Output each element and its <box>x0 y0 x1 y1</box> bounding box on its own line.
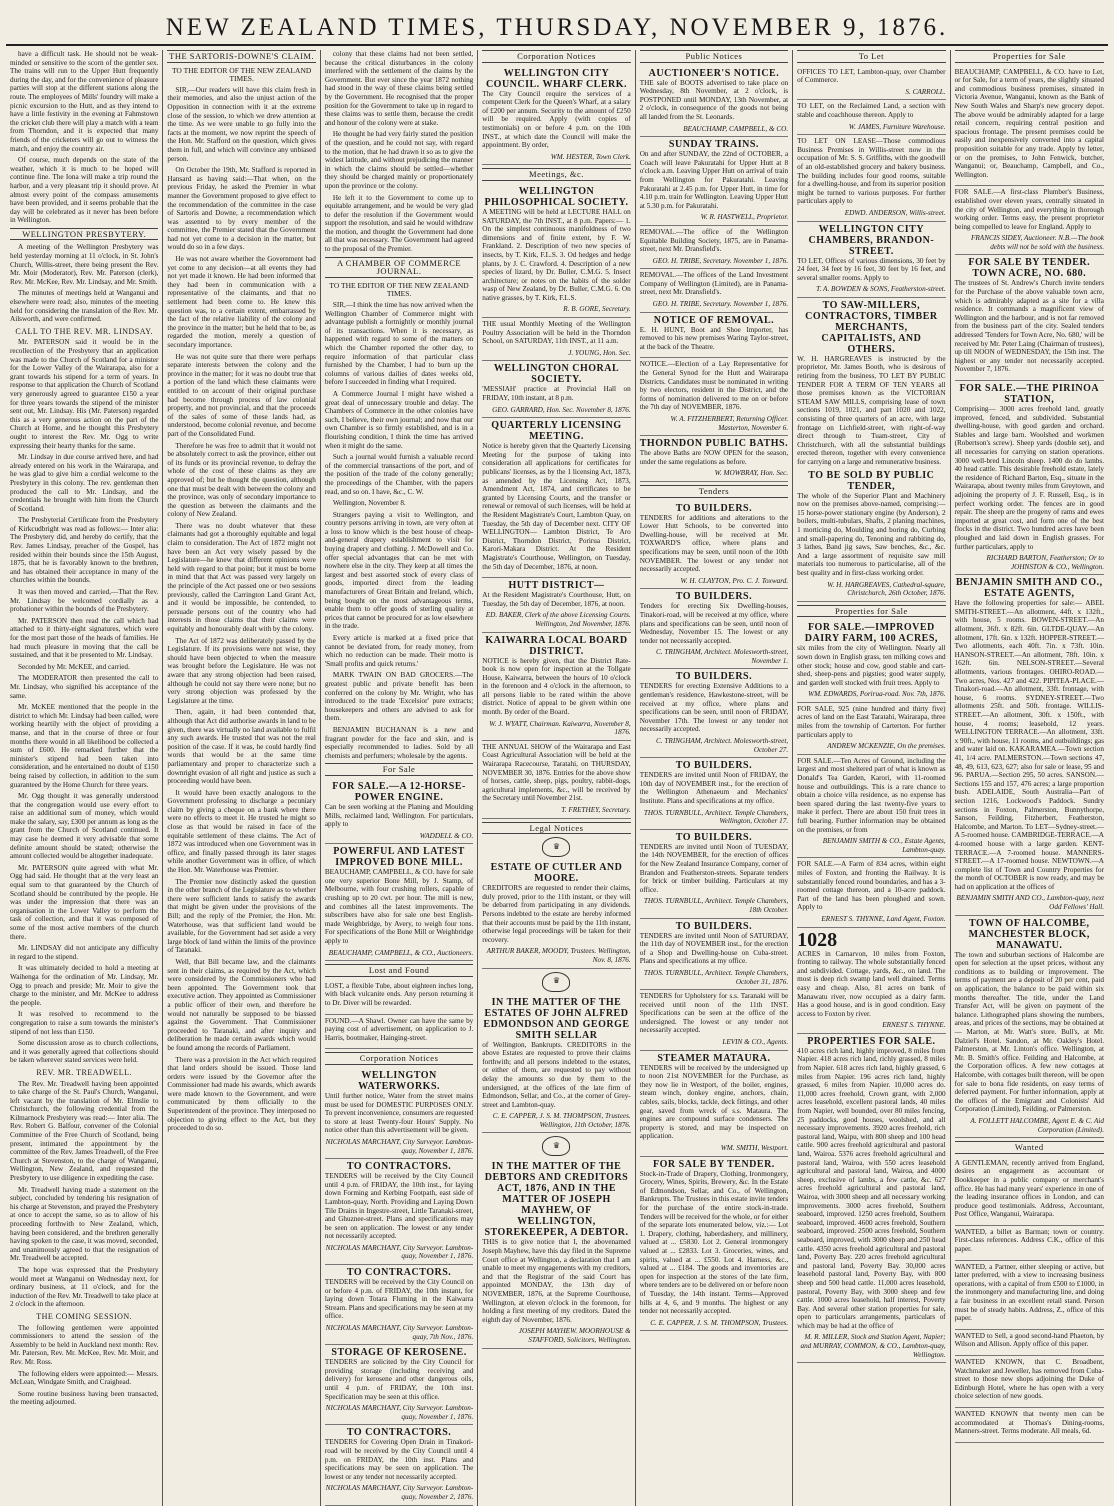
article-paragraph: Seconded by Mr. McKEE, and carried. <box>18 662 130 671</box>
column-3 <box>321 50 478 1506</box>
section-header: Wanted <box>955 1141 1104 1154</box>
subheading: TO THE EDITOR OF THE NEW ZEALAND TIMES. <box>329 280 469 299</box>
ad-signature: BENJAMIN SMITH AND CO., Lambton-quay, next Odd Fellows' Hall. <box>956 894 1104 912</box>
ad-signature: ARTHUR BAKER, MOODY, Trustees. Wellington, Nov. 8, 1876. <box>486 947 631 964</box>
ad-text: THE sale of BOOTS advertised to take place on Wednesday, 8th November, at 2 o'clock, is POSTPONED until MONDAY, 13th November, at 2 o'clock, in consequence of the goods not being all landed from the St. Leonards. <box>639 78 789 121</box>
article-paragraph: The Presbyterial Certificate from the Presbytery of Kirkcudbright was read as follows:— Inter alia: The Presbytery did, and hereby do certify, that the Rev. James Lindsay, preacher of the Gospel, has resided within their bounds since the 15th August, 1875, that he is favorably known to the brethren, and has obtained their acceptance in many of the churches within the bounds. <box>10 516 159 585</box>
ad-heading: TO SAW-MILLERS, CONTRACTORS, TIMBER MERCHANTS, CAPITALISTS, AND OTHERS. <box>805 299 938 355</box>
advertisement <box>640 589 788 669</box>
ad-heading: STEAMER MATAURA. <box>657 1052 771 1064</box>
article-paragraph: There was no doubt whatever that these claimants had got a thoroughly equitable and legal claim to consideration. The Act of 1872 might not have been an Act very wisely passed by the Legislature—he knew that different opinions were held with regard to that point; but it must be borne in mind that that Act was passed very largely on the principle of the Act passed one or two sessions previously, called the Carrington Land Grant Act, and it would be impossible, he contended, to persuade persons out of the country who had interests in those claims that their claims were equitably and honourably dealt with by the colony. <box>167 521 316 633</box>
section-header: Public Notices <box>640 50 788 63</box>
ad-text: A MEETING will be held at LECTURE HALL on SATURDAY, the 7th INST., at 8 p.m. Papers:— 1. On the simplest continuous manifoldness of two dimensions and of finite extent, by F. W. Frankland. 2. Description of two new species of insects, by T. Kirk, F.L.S. 3. Od hedges and hedge plants, by J. C. Crawford. 4. Description of a new species of lizard, by Dr. Buller, C.M.G. 5. Insect architecture; or notes on the habits of the solder wasp of New Zealand, by Dr. Buller, C.M.G. 6. On native grasses, by T. Kirk, F.L.S. <box>482 207 631 302</box>
article-paragraph: A meeting of the Wellington Presbytery was held yesterday morning at 11 o'clock, in St. John's Church, Willis-street, there being present the Rev. Mr. Moir (Moderator), Rev. Mr. Paterson (clerk), Rev. Mr. McKee, Rev. Mr. Lindsay, and Mr. Smith. <box>10 243 159 286</box>
advertisement <box>640 501 788 590</box>
ad-text: The town and suburban sections of Halcombe are open for selection at the upset prices, without any conditions as to building or improvement. The terms of payment are a deposit of 20 per cent, paid on application, the balance to be paid within six months thereafter. The title, under the Land Transfer Act, will be given on payment of the balance. Lithographed plans showing the numbers, areas, and prices of the sections, may be obtained at— Marton, at Mr. Watt's store. Bull's, at Mr. Dalziel's Hotel. Sandon, at Mr. Oakley's Hotel. Palmerston, at Mr. Linton's office. Wellington, at Mr. B. Smith's office. Feilding and Halcombe, at the Corporation offices. A few new cottages at Halcombe, with cottages built thereon, will be open for sale to bona fide residents, on easy terms of deferred payment. For further information, apply at the offices of the Emigrant and Colonists' Aid Corporation (Limited), Feilding, or Palmerston. <box>954 950 1104 1114</box>
article-paragraph: Then, again, it had been contended that, although that Act did authorise awards in land to be given, there was virtually no land available to fulfil any such awards. He trusted that was not the real position of the case. If it was, he could hardly find words that would be at the same time parliamentary and proper to characterize such a downright evasion of all right and justice as such a proceeding would have been. <box>167 708 316 786</box>
ad-text: TENDERS are solicited by the City Council for providing storage (including receiving and delivery) for kerosene and other dangerous oils, until 4 p.m. of FRIDAY, the 10th inst. Specification may be seen at this office. <box>324 1358 474 1401</box>
ad-heading: TO BUILDERS. <box>675 760 753 772</box>
ad-signature: ERNEST S. THYNNE, Land Agent, Foxton. <box>821 914 946 923</box>
advertisement <box>955 255 1104 381</box>
ad-signature: THOS. TURNBULL, Architect. Temple Chambers, 18th October. <box>643 897 789 914</box>
ad-heading: IN THE MATTER OF THE DEBTORS AND CREDITORS ACT, 1876, AND IN THE MATTER OF JOSEPH MAYHEW, OF WELLINGTON, STOREKEEPER, A DEBTOR. <box>484 1161 629 1239</box>
ad-heading: FOR SALE BY TENDER. <box>653 1158 775 1170</box>
article-paragraph: It was resolved to recommend to the congregation to raise a sum towards the minister's stipend of not less than £150. <box>10 1010 159 1036</box>
article-paragraph: SIR,—Our readers will have this claim fresh in their memories, and also the unjust action of the Opposition in connection with it at the extreme close of the session, to which we drew attention at the time. As we were unable to go fully into the facts at the moment, we now reprint the speech of the Hon. Mr. Stafford on the question, which gives them in full, and which will convince any unbiased person. <box>167 85 316 163</box>
ad-text: REMOVAL.—The offices of the Land Investment Company of Wellington (Limited), are in Panama-street, next Mr. Dransfield's. <box>639 271 789 297</box>
ad-text: BEAUCHAMP, CAMPBELL, & CO. have to Let, or for Sale, for a term of years, the slightly situated and commodious business premises, situated in Victoria Avenue, Wanganui, known as the Bank of New South Wales and Sharp's new grocery depot. The above would be admirably adapted for a large retail concern, requiring central position and spacious frontage. The present premises could be easily and inexpensively converted into a capital proposition suitable for any trade. Apply by letter, or on the premises, to John Fenwick, butcher, Wanganui; or, Beauchamp, Campbell, and Co., Wellington. <box>954 67 1104 179</box>
ad-signature: J. YOUNG, Hon. Sec. <box>568 348 631 357</box>
ad-text: TENDERS will be received by the City Council until 4 p.m. of FRIDAY, the 10th inst., for laying down Forming and Kerbing Footpath, east side of Lambton-quay, North. Providing and Laying Down Tile Drains in Ingestre-street, Little Taranaki-street, and Ghuznee-street. Plans and specifications may be seen on application. The lowest or any tender not necessarily accepted. <box>324 1172 474 1241</box>
section-header: A CHAMBER OF COMMERCE JOURNAL. <box>325 257 473 278</box>
ad-signature: GEO. H. TRIBE, Secretary. November 1, 1876. <box>652 256 789 265</box>
ad-text: of Wellington, Bankrupts. CREDITORS in the above Estates are requested to prove their claims forthwith; and all persons indebted to the estates, or either of them, are requested to pay without delay the amounts so due by them to the undersigned, at the offices of the late firm of Edmondson, Sellar, and Co., at the corner of Grey-street and Lambton-quay. <box>482 1040 631 1109</box>
ad-signature: WM. HESTER, Town Clerk. <box>550 152 631 161</box>
advertisement <box>797 135 945 221</box>
ad-text: TO LET, Offices of various dimensions, 30 feet by 24 feet, 34 feet by 16 feet, 30 feet by 16 feet, and several smaller rooms. Apply to <box>797 256 946 282</box>
ad-heading: FOR SALE.—IMPROVED DAIRY FARM, 100 ACRES, <box>804 622 938 645</box>
ad-signature: S. CARROLL. <box>905 87 946 96</box>
advertisement <box>797 66 945 101</box>
ad-text: Notice is hereby given that the Quarterly Licensing Meeting for the purpose of taking into consideration all applications for certificates for publicans' licenses, as by the 1 licensing Act, 1873, as amended by the Licensing Act, 1873, Amendment Act, 1874, and certificates to be granted by Licensing Courts, and the transfer or renewal or removal of such licenses, will be held at the Resident Magistrate's Court, Lambton Quay, on Tuesday, the 5th day of December next. CITY OF WELLINGTON— Lambton District, Te Aro District, Thorndon District, Porirua District, Karori-Makara District. At the Resident Magistrate's Courthouse, Wellington, on Tuesday, the 5th day of December, 1876, at noon. <box>482 442 631 571</box>
article-paragraph: It was then moved and carried,—That the Rev. Mr. Lindsay be welcomed cordially as a probationer within the bounds of the Presbytery. <box>10 588 159 614</box>
ad-heading: TO BUILDERS. <box>675 831 753 843</box>
ad-text: The above Baths are NOW OPEN for the season, under the same regulations as before. <box>639 449 789 466</box>
advertisement <box>482 995 630 1134</box>
advertisement <box>955 916 1104 1138</box>
advertisement <box>640 66 788 138</box>
article-paragraph: The minutes of meetings held at Wanganui and elsewhere were read; also, minutes of the meeting held for considering the translation of the Rev. Mr. Ailsworth, and were confirmed. <box>10 289 159 324</box>
advertisement <box>640 758 788 830</box>
advertisement <box>482 1159 630 1348</box>
ad-text: THIS is to give notice that I, the abovenamed Joseph Mayhew, have this day filed in the Supreme Court office at Wellington, a declaration that I am unable to meet my engagements with my creditors, and that the Registrar of the said Court has appointed MONDAY, the 13th day of NOVEMBER, 1876, at the Supreme Courthouse, Wellington, at eleven o'clock in the forenoon, for holding a first meeting of my creditors. Dated the eighth day of November, 1876. <box>482 1238 631 1324</box>
ad-heading: PROPERTIES FOR SALE. <box>807 1035 936 1047</box>
advertisement <box>325 1345 473 1425</box>
ad-heading: WELLINGTON WATERWORKS. <box>358 1069 441 1092</box>
ad-heading: BENJAMIN SMITH AND CO., ESTATE AGENTS, <box>955 577 1103 600</box>
ad-heading: TO BUILDERS. <box>675 502 753 514</box>
ad-heading: TO CONTRACTORS. <box>346 1161 452 1173</box>
ad-signature: ANDREW MCKENZIE, On the premises. <box>827 742 946 751</box>
article-paragraph: A Commerce Journal I might have wished a great deal of unnecessary trouble and delay. The Chambers of Commerce in the other colonies have such, I believe, their own journal; and now that our own Chamber is so firmly established, and is in a flourishing condition, I think the time has arrived when it might do the same. <box>324 389 474 450</box>
ad-signature: R. B. GORE, Secretary. <box>563 305 631 314</box>
article-paragraph: Mr. McKEE mentioned that the people in the district to which Mr. Lindsay had been called, were working heartily with the object of providing a manse, and that in the course of three or four months there would in all likelihood be collected a sum of £600. He remarked further that the minister's stipend had been taken into consideration, and he entertained no doubt of £150 being raised by collection, in addition to the sum guaranteed by the Home Church for three years. <box>10 703 159 789</box>
ad-text: TO LET ON LEASE—Those commodious Business Premises in Willis-street now in the occupation of Mr. S. S. Griffiths, with the goodwill of an old-established grocery and bakery business. The building includes four good rooms, suitable for a dwelling-house, and from its superior position might be turned to various purposes. For further particulars apply to <box>797 137 946 206</box>
ad-text: FOR SALE, 925 (nine hundred and thirty five) acres of land on the East Taratahi, Wairarapa, three miles from the township of Carterton. For further particulars apply to <box>797 704 946 739</box>
article-paragraph: It would have been exactly analogous to the Government professing to discharge a pecuniary claim by giving a cheque on a bank where there were no effects to meet it. He trusted he might so close as that would be raised in face of the equitable settlement of these claims. The Act of 1872 was introduced when one Government was in office, and finally passed through its later stages while another Government was in office, of which the Hon. Mr. Waterhouse was Premier. <box>167 788 316 875</box>
ad-heading: WELLINGTON PHILOSOPHICAL SOCIETY. <box>484 185 629 208</box>
advertisement <box>955 1356 1104 1408</box>
ad-text: At the Resident Magistrate's Courthouse, Hutt, on Tuesday, the 5th day of December, 1876, at noon. <box>482 591 631 608</box>
ad-text: OFFICES TO LET, Lambton-quay, over Chamber of Commerce. <box>797 67 946 85</box>
advertisement <box>640 137 788 226</box>
article-paragraph: On October the 19th, Mr. Stafford is reported in Hansard as having said:—That when, on the previous Friday, he asked the Premier in what manner the Government proposed to give effect to the recommendation of the committee in the case of Sartoris and Downe, a recommendation which was assented to by every member of the committee, the Premier stated that the Government had not yet come to a decision in the matter, but would do so in a few days. <box>167 166 316 252</box>
ad-text: NOTICE is hereby given, that the District Rate-book is now open for inspection at the Tollgate House, Kaiwarra, between the hours of 10 o'clock in the forenoon and 4 o'clock in the afternoon, to all persons liable to be rated within the above district. Notice of appeal to be given within one month. By order of the Board. <box>482 656 631 717</box>
advertisement <box>640 436 788 482</box>
ad-heading: TO CONTRACTORS. <box>346 1267 452 1279</box>
article-paragraph: He was not quite sure that there were perhaps separate interests between the colony and the province in the matter; for it was no doubt true that a portion of the land which these claimants were entitled to on account of their original purchase had become through process of law colonial property, and not provincial, and that the proceeds of the sales of some of these lands had, as understood, become colonial revenue, and become part of the Consolidated Fund. <box>167 352 316 438</box>
ad-text: FOR SALE.—Ten Acres of Ground, including the largest and most sheltered part of what is known as Donald's Tea Garden, Karori, with 11-roomed house and outbuildings. This is a rare chance to obtain a choice villa residence, as no expense has been spared during the last twenty-five years to make it perfect. There are about 150 fruit trees in full bearing. Further information may be obtained on the premises, or from <box>797 756 946 834</box>
ad-signature: T. A. BOWDEN & SONS, Featherston-street. <box>816 285 946 294</box>
advertisement <box>640 1051 788 1157</box>
ad-signature: ERNEST S. THYNNE. <box>882 1021 946 1030</box>
ad-text: LOST, a flexible Tube, about eighteen inches long, with black vulcanite ends. Any person returning it to Dr. Diver will be rewarded. <box>324 981 474 1007</box>
article-paragraph: The hope was expressed that the Presbytery would meet at Wanganui on Wednesday next, for ordinary business, at 11 o'clock, and for the induction of the Rev. Mr. Treadwell to take place at 2 o'clock in the afternoon. <box>10 1265 159 1309</box>
advertisement <box>325 1425 473 1505</box>
ad-text: E. H. HUNT, Boot and Shoe Importer, has removed to his new premises Waring Taylor-street, at the back of the Theatre. <box>639 325 789 351</box>
article-paragraph: Mr. PATERSON then read the call which had attached to it thirty-eight signatures, which were for the most part those of the heads of families. He had much pleasure in moving that the call be sustained, and that it be presented to Mr. Lindsay. <box>10 616 159 660</box>
newspaper-title: NEW ZEALAND TIMES, THURSDAY, NOVEMBER 9, 1876. <box>165 14 949 41</box>
ad-text: THE usual Monthly Meeting of the Wellington Poultry Association will be held in the Thorndon School, on SATURDAY, 11th INST., at 11 a.m. <box>482 320 631 346</box>
ad-signature: BEAUCHAMP, CAMPBELL, & CO. <box>683 124 789 133</box>
advertisement <box>797 222 945 298</box>
ad-text: TENDERS for Covering Open Drain in Tinakori-road will be received by the City Council until 4 p.m. on FRIDAY, the 10th inst. Plans and specifications may be seen on application. The lowest or any tender not necessarily accepted. <box>324 1438 474 1481</box>
ad-text: TENDERS are invited until Noon of FRIDAY, the 10th day of NOVEMBER inst., for the erection of the Wellington Athenaeum and Mechanics' Institute. Plans and specifications at my office. <box>639 771 789 805</box>
ad-text: WANTED KNOWN that twenty men can be accommodated at Thomas's Dining-rooms, Manners-street. Terms moderate. All meals, 6d. <box>954 1409 1104 1436</box>
section-header: To Let <box>797 50 945 63</box>
column-1 <box>6 50 163 1506</box>
article-paragraph: He left it to the Government to come up to equitable arrangement, and he would be very glad to defer the resolution if the Government would support the resolution, and said he would withdraw the motion, and thought the Government had done all that was necessary. The Government had agreed to the proposal of the Premier. <box>324 193 474 254</box>
ad-heading: STORAGE OF KEROSENE. <box>331 1347 467 1359</box>
article-paragraph: Mr. Treadwell having made a statement on the subject, concluded by tendering his resignation of his charge at Stevenston, and prayed the Presbytery at once to accept the same, so as to allow of his proceeding forthwith to New Zealand, which, having been considered, and the brethren generally having spoken to the case, it was moved, seconded, and unanimously agreed to that the resignation of Mr. Treadwell be accepted. <box>10 1185 159 1263</box>
advertisement <box>797 858 945 927</box>
advertisement <box>955 186 1104 255</box>
ad-signature: GEO. H. TRIBE, Secretary. November 1, 1876. <box>652 300 789 309</box>
ad-text: ACRES in Carnarvon, 10 miles from Foxton, fronting to railway. The whole substantially fenced and subdivided. Cottage, yards, &c., on land. The most is deep rich swamp land well drained. Terms easy and cheap. Also, 81 acres on bank of Manawatu river, now occupied as a dairy farm. Has a good house, and is in good condition. Easy access to Foxton by river. <box>797 949 946 1018</box>
advertisement <box>797 703 945 755</box>
advertisement <box>955 575 1104 915</box>
ad-heading: WELLINGTON CITY COUNCIL. WHARF CLERK. <box>485 67 628 90</box>
section-header: THE SARTORIS-DOWNE'S CLAIM. <box>169 51 315 61</box>
ad-text: On and after SUNDAY, the 22nd of OCTOBER, a Coach will leave Pakuratahi for Upper Hutt at 8 o'clock a.m. Leaving Upper Hutt on arrival of train from Wellington for Pakuratahi. Leaving Pakuratahi at 2.45 p.m. for Upper Hutt, in time for 4.10 p.m. train for Wellington. Leaving Upper Hutt at 5.30 p.m. for Pakuratahi. <box>639 150 789 210</box>
ad-text: Tenders for erecting Six Dwelling-houses, Tinakori-road, will be received at my office, where plans and specifications can be seen, until noon of Wednesday, November 15. The lowest or any tender not necessarily accepted. <box>639 602 789 645</box>
ad-text: A GENTLEMAN, recently arrived from England, desires an engagement as accountant or Bookkeeper in a public company or merchant's office. He has had many years' experience in one of the leading insurance offices in London, and can produce good testimonials. Address, Accountant, Post Office, Wanganui, Wairarapa. <box>954 1158 1104 1219</box>
advertisement <box>640 358 788 436</box>
ad-heading: TO BE SOLD BY PUBLIC TENDER, <box>808 469 935 492</box>
ad-text: NOTICE.—Election of a Lay Representative for the General Synod for the Hutt and Wairarapa Districts. Candidates must be nominated in writing by two electors, resident in the District, and the forms of nomination delivered to me on or before the 7th day of NOVEMBER, 1876. <box>639 360 789 412</box>
article-paragraph: Such a journal would furnish a valuable record of the commercial transactions of the port, and of the position of the trade of the colony generally; the proceedings of the Chamber, with the papers read, and so on. I have, &c., C. W. <box>324 453 474 496</box>
ad-heading: POWERFUL AND LATEST IMPROVED BONE MILL. <box>333 846 465 869</box>
advertisement <box>955 1408 1104 1443</box>
ad-signature: WM. SMITH, Westport. <box>720 1144 789 1152</box>
ad-text: The City Council require the services of a competent Clerk for the Queen's Wharf, at a salary of £200 per annum. Security to the amount of £250 will be required. Apply (with copies of testimonials) on or before 4 p.m. on the 10th INST., at which date the Council will make the appointment. By order, <box>482 89 631 150</box>
ad-heading: WELLINGTON CITY CHAMBERS, BRANDON-STREET. <box>808 223 935 257</box>
ad-signature: M. R. MILLER, Stock and Station Agent, Napier; and MURRAY, COMMON, & CO., Lambton-quay, Wellington. <box>800 1333 946 1359</box>
article-paragraph: Of course, much depends on the state of the weather, which it is much to be hoped will continue fine. The Iona will make a trip round the harbor, and a very pleasant trip it should prove. At almost every point of the compass amusements have been provided, and it seems probable that the day will be celebrated as it never has been before in Wellington. <box>10 156 159 225</box>
advertisement <box>325 1068 473 1159</box>
advertisement <box>325 1159 473 1265</box>
advertisement <box>797 620 945 703</box>
ad-heading: TO BUILDERS. <box>675 920 753 932</box>
ad-text: WANTED KNOWN, that C. Broadbent, Watchmaker and Jeweller, has removed from Cuba-street to those new shops adjoining the Duke of Edinburgh Hotel, where he has open with a very choice selection of new goods. <box>954 1358 1104 1401</box>
ad-text: 'MESSIAH' practice at Provincial Hall on FRIDAY, 10th instant, at 8 p.m. <box>482 385 631 403</box>
advertisement <box>482 418 630 578</box>
article-paragraph: It was ultimately decided to hold a meeting at Waihenga for the ordination of Mr. Lindsay, Mr. Ogg to preach and preside; Mr. Moir to give the charge to the minister, and Mr. McKee to address the people. <box>10 964 159 1007</box>
advertisement <box>797 928 945 1034</box>
article-paragraph: MARK TWAIN ON BAD GROCERS.—The greatest public and private benefit has been conferred on the colony by Mr. Wright, who has introduced to the trade 'Excelsior' pure extracts; housekeepers and others are advised to ask for them. <box>324 671 474 723</box>
ad-signature: T. FRETHEY, Secretary. <box>561 806 631 814</box>
ad-heading: QUARTERLY LICENSING MEETING. <box>491 420 622 443</box>
ad-heading: TO BUILDERS. <box>675 591 753 603</box>
article-paragraph: BENJAMIN BUCHANAN is a new and fragrant powder for the face and skin, and is especially recommended to ladies. Sold by all chemists and perfumers; wholesale by the agents. <box>324 725 474 760</box>
ad-text: W. H. HARGREAVES is instructed by the proprietor, Mr. James Booth, who is desirous of retiring from the business, TO LET BY PUBLIC TENDER FOR A TERM OF TEN YEARS all those premises known as the VICTORIAN STEAM SAW MILLS, comprising lease of town sections 1019, 1021, and part 1020 and 1022, consisting of three quarters of an acre, with large frontage on Lichfield-street, with right-of-way direct through to Tuam-street, City of Christchurch, with all the substantial buildings erected thereon, together with every convenience for carrying on a large and remunerative business. <box>797 354 946 466</box>
ad-text: Comprising— 3000 acres freehold land, greatly improved, fenced, and subdivided. Substantial dwelling-house, with good garden and orchard. Stables and large barn. Woolshed and workmen (Robertson's screw). Sheep yards (double set), and all necessaries for carrying on station operations. 3000 well-bred Lincoln sheep. 1400 do do lambs. 40 head cattle. This desirable freehold estate, lately the residence of Richard Barton, Esq., situate in the Wairarapa, about twenty miles from Greytown, and adjoining the property of J. F. Russell, Esq., is in perfect working order. The fences are in good repair. The sheep are the progeny of rams and ewes imported at great cost, and form one of the best flocks in the district. Two hundred acres have been ploughed and laid down in English grasses. For further particulars, apply to <box>954 405 1104 551</box>
article-paragraph: Mr. PATERSON said it would be in the recollection of the Presbytery that an application was made to the Church of Scotland for a minister for the Lower Valley of the Wairarapa, also for a grant towards his stipend for a term of years. In response to that application the Church of Scotland very generously agreed to guarantee £150 a year for three years towards the stipend of the minister sent out, Mr. Lindsay. His (Mr. Paterson) regarded this as a very generous action on the part of the Church at Home, and he thought this Presbytery ought to interest the Rev. Mr. Ogg to write expressing their hearty thanks for the same. <box>10 338 159 450</box>
ad-text: TENDERS are invited until Noon of TUESDAY, the 14th NOVEMBER, for the erection of offices for the New Zealand Insurance Company, corner of Brandon and Featherston-streets. Separate tenders for brick or timber building. Particulars at my office. <box>639 842 789 894</box>
ad-heading: SUNDAY TRAINS. <box>668 139 759 151</box>
article-paragraph: The Premier now distinctly asked the question in the other branch of the Legislature as to whether there were sufficient lands to satisfy the awards that might be given under the provisions of the Bill; and the reply of the Premier, the Hon. Mr. Waterhouse, was that sufficient land would be available, for the Government had set aside a very large block of land within the limits of the province of Taranaki. <box>167 877 316 955</box>
advertisement <box>482 578 630 632</box>
ad-signature: BENJAMIN SMITH & CO., Estate Agents, Lambton-quay. <box>822 837 946 854</box>
subheading: REV. MR. TREADWELL. <box>36 1067 133 1077</box>
subheading: THE COMING SESSION. <box>36 1311 133 1321</box>
advertisement <box>797 298 945 602</box>
section-header: Corporation Notices <box>482 50 630 63</box>
column-2 <box>163 50 320 1506</box>
ad-text: Stock-in-Trade of Drapery, Clothing, Ironmongery, Grocery, Wines, Spirits, Brewery, &c. In the Estate of Edmondson, Sellar, and Co., of Wellington, Bankrupts. The Trustees in this estate invite tenders for the purchase of the entire stock-in-trade. Tenders will be received for the whole, or for either of the separate lots enumerated below, viz.:— Lot 1. Drapery, clothing, haberdashery, and millinery, valued at ... £5830. Lot 2. General ironmongery valued at ... £2833. Lot 3. Groceries, wines, and spirits, valued at ... £550. Lot 4. Harness, &c., valued at ... £184. The goods and inventories are open for inspection at the stores of the late firm, where tenders are to be delivered on or before noon of Tuesday, the 14th instant. Terms—Approved bills at 4, 6, and 9 months. The highest or any tender not necessarily accepted. <box>639 1169 789 1316</box>
advertisement <box>797 1034 945 1363</box>
ad-heading: THORNDON PUBLIC BATHS. <box>639 438 789 450</box>
article-paragraph: Mr. Ogg thought it was generally understood that the congregation would use every effort to raise an additional sum of money, which would make the salary, say, £300 per annum as long as the grant from the Church of Scotland continued. It may case he deemed it very advisable that some definite amount should be stated; otherwise the amount collected would be altogether inadequate. <box>10 792 159 861</box>
ad-heading: HUTT DISTRICT— <box>508 580 605 592</box>
ad-text: Can be seen working at the Planing and Moulding Mills, reclaimed land, Wellington. For particulars, apply to <box>324 802 474 829</box>
ad-text: TENDERS for additions and alterations to the Lower Hutt Schools, to be converted into Dwelling-house, will be received at Mr. TOXWARD'S office, where plans and specifications may be seen, until noon of the 10th NOVEMBER. The lowest or any tender not necessarily accepted. <box>639 513 789 574</box>
ad-signature: W. A. FITZHERBERT, Returning Officer. Masterton, November 6. <box>670 415 789 432</box>
article-paragraph: The Act of 1872 was deliberately passed by the Legislature. If its provisions were not wise, they should have been objected to when the measure was brought before the Legislature. He was not aware that any strong objection had been raised, although he could not say there were none; but no very strong objection was professed by the Legislature at the time. <box>167 636 316 705</box>
advertisement <box>482 318 630 361</box>
ad-text: TENDERS will be received by the City Council on or before 4 p.m. of FRIDAY, the 10th instant, for laying down Totara Fluming in the Kaiwarra Stream. Plans and specifications may be seen at my office. <box>324 1278 474 1321</box>
advertisement <box>640 990 788 1051</box>
advertisement <box>325 1265 473 1345</box>
ad-text: Have the following properties for sale:— ABEL SMITH-STREET.—An allotment, 44ft. x 132ft., with house, 5 rooms. BOWEN-STREET.—An allotment, 36ft. x 82ft. 6in. GLTDE-QUAY.—An allotment, 17ft. 6in. x 132ft. HOPPER-STREET.—Two allotments, each 40ft. 7in. x 73ft. 10in. HANSON-STREET.—An allotment, 78ft. 10in. x 162ft. 6in. NELSON-STREET.—Several allotments, various frontages. OHIRO-ROAD.—Two acres, Nos. 427 and 422. PIPITEA-PLACE.—Tinakori-road.—An allotment, 33ft. frontage, with house, 6 rooms. SYDNEY-STREET.—Two allotments 25ft. and 50ft. frontage. WILLIS-STREET.—An allotment, 30ft. x 150ft., with house, 4 rooms; leasehold, 12 years. WELLINGTON TERRACE.—An allotment, 33ft. x 90ft., with house, 11 rooms, and outbuildings; gas and water laid on. KAKARAMEA.—Town section 41, 1/4 acre. PALMERSTON.—Town sections 47, 48, 49, 613, 623, 627; also for sale or lease, 95 and 96. PARUA.—Section 295, 50 acres. SANSON.—Sections 155 and 157, 476 acres; a large proportion bush. ADELAIDE, South Australia—Part of section 1216, Lockwood's Paddock. Sundry sections in Foxton, Palmerston, Bunnythorpe, Sanson, Feilding, Fitzherbert, Featherston, Halcombe, and Marton. To LET—Sydney-street.—A 5-roomed house. CAMBRIDGE-TERRACE.—A 4-roomed house with a large garden. KENT-TERRACE.—A 7-roomed house. MANNERS-STREET.—A 17-roomed house. NEWTOWN.—A complete list of Town and Country Properties for the month of OCTOBER is now ready, and may be had on application at the offices of <box>954 599 1104 891</box>
ad-text: The trustees of St. Andrew's Church invite tenders for the Purchase of the above valuable town acre, which is admirably adapted as a site for a villa residence. It commands a magnificent view of Wellington and the harbour, and is not far removed from the business part of the city. Sealed tenders addressed 'Tenders for Town Acre, No. 680,' will be received by Mr. Peter Laing (Chairman of trustees), up till NOON of WEDNESDAY, the 15th inst. The highest or any tender not necessarily accepted. November 7, 1876. <box>954 279 1104 374</box>
advertisement <box>325 1015 473 1050</box>
columns <box>6 50 1108 1501</box>
ad-signature: NICHOLAS MARCHANT, City Surveyor. Lambton-quay, November 1, 1876. <box>325 1404 474 1421</box>
advertisement <box>482 633 630 741</box>
ad-text: CREDITORS are requested to render their claims, duly proved, prior to the 11th instant, or they will be debarred from participating in any dividends. Persons indebted to the estate are hereby informed that their accounts must be paid by the 11th instant, otherwise legal proceedings will be taken for their recovery. <box>482 884 631 944</box>
ad-signature: C. E. CAPPER, J. S. M. THOMPSON, Trustees. <box>650 1318 789 1327</box>
ad-signature: EDWD. ANDERSON, Willis-street. <box>844 208 946 217</box>
advertisement <box>955 1330 1104 1356</box>
ad-signature: NICHOLAS MARCHANT, City Surveyor. Lambton-quay, November 1, 1876. <box>325 1243 474 1261</box>
ad-text: FOR SALE.—A Farm of 834 acres, within eight miles of Foxton, and fronting the Railway. It is substantially fenced round boundaries, and has a 3-roomed cottage thereon, and a 10-acre paddock. Part of the land has been ploughed and sown. Apply to <box>797 860 946 912</box>
advertisement <box>640 669 788 758</box>
article-paragraph: Every article is marked at a fixed price that cannot be deviated from, for ready money, from which no reduction can be made. Their motto is 'Small profits and quick returns.' <box>324 634 474 668</box>
advertisement <box>640 226 788 269</box>
section-header: For Sale <box>325 763 473 776</box>
advertisement <box>955 381 1104 575</box>
ad-text: FOUND.—A Shawl. Owner can have the same by paying cost of advertisement, on application to J. Harris, bootmaker, Hainging-street. <box>324 1016 474 1042</box>
advertisement <box>325 779 473 844</box>
section-header: Corporation Notices <box>325 1052 473 1065</box>
ad-signature: A. FOLLETT HALCOMBE, Agent E. & C. Aid Corporation (Limited). <box>970 1116 1104 1134</box>
advertisement <box>797 100 945 135</box>
ad-signature: WM. EDWARDS, Porirua-road. Nov. 7th, 1876. <box>808 690 946 699</box>
ad-signature: W. H. CLAYTON, Pro. C. J. Toxward. <box>680 576 789 585</box>
article-paragraph: The following elders were appointed:— Messrs. McLean, Windgate Smith, and Craighead. <box>10 1369 159 1387</box>
advertisement <box>955 66 1104 187</box>
article-paragraph: Strangers paying a visit to Wellington, and country persons arriving in town, are very often at a loss to know which is the best house of cheap-and-general drapery establishment to visit for buying drapery and clothing. J. McDowell and Co. offer special advantages that can be met with nowhere else in the city. They keep at all times the largest and best assorted stock of every class of goods, imported direct from the leading manufacturers of Great Britain and Ireland, which, being bought on the most advantageous terms, enable them to offer goods of sterling quality at prices that cannot be procured for as low elsewhere in the trade. <box>324 510 474 631</box>
ad-text: BEAUCHAMP, CAMPBELL, & CO. have for sale one very superior Bone Mill, by J. Stamp, of Melbourne, with four crushing rollers, capable of crushing up to 20 cwt. per hour. The mill is new, and combines all the latest improvements. The subscribers have also for sale one best English-made Weighbridge, by Avery, to weigh four tons. For specifications of the Bone Mill or Weighbridge apply to <box>324 868 474 946</box>
ad-signature: RICHARD BARTON, Featherston; Or to JOHNSTON & CO., Wellington. <box>986 554 1104 571</box>
advertisement <box>797 755 945 859</box>
article-paragraph: Some discussion arose as to church collections, and it was generally agreed that collections should be taken wherever stated services were held. <box>10 1039 159 1065</box>
ad-heading: TO BUILDERS. <box>675 671 753 683</box>
article-paragraph: SIR,—I think the time has now arrived when the Wellington Chamber of Commerce might with advantage publish a fortnightly or monthly journal of its transactions. When it is necessary, as happened with regard to some of the matters on which the Chamber reported the other day, to require information of that particular class furnished by the Chamber, I had to burn up the columns of various dailies of dates weeks old, before I succeeded in finding what I required. <box>324 301 474 387</box>
article-paragraph: Well, that Bill became law, and the claimants sent in their claims, as required by the Act, which were considered by the Commissioners who had been appointed. The Government took that executive action. They appointed as Commissioner a public officer of their own, and therefore he would not naturally be supposed to be biassed against the Government. That Commissioner proceeded to Taranaki, and after inquiry and deliberation he made certain awards which would be found among the records of Parliament. <box>167 957 316 1052</box>
ad-signature: WADDELL & CO. <box>419 831 474 840</box>
ad-text: six miles from the city of Wellington. Nearly all sown down in English grass, ten milking cows and other stock; house and cow, good stable and cart-shed, sheep-pens and pigsties; good water supply, and garden well stocked with fruit trees. Apply to <box>797 644 946 687</box>
ad-heading: FOR SALE.—THE PIRINOA STATION, <box>959 383 1100 405</box>
section-header: Tenders <box>640 485 788 498</box>
article-paragraph: The Rev. Mr. Treadwell having been appointed to take charge of the St. Paul's Church, Wanganui, left vacant by the translation of Mr. Elmslie to Christchurch, the following credential from the Kilmarnock Presbytery was read:— Inter alia. The Rev. Robert G. Balfour, convener of the Colonial Committee of the Free Church of Scotland, being present, intimated the appointment by the committee of the Rev. James Treadwell, of the Free Church at Stevenston, to the charge of Wanganui, Wellington, New Zealand, and requested the Presbytery to use diligence in expediting the case. <box>10 1079 159 1183</box>
ad-text: The whole of the Superior Plant and Machinery now on the premises above-named, comprising:— 15 horse-power stationary engine (by Anderson), 2 boilers, multi-tubulars, Shafts, 2 planing machines, 1 morticing do, Moulding and boring do, Curbing and small-papering do, Tenoning and rabbiting do, 3 lathes, Band jig saws, Saw benches, &c., &c. And a large assortment of requisite saw mill materials too numerous to particularise, all of the best quality and in first-class working order. <box>797 491 946 577</box>
advertisement <box>325 980 473 1015</box>
article-paragraph: He thought he had very fairly stated the position of the question, and he could not say, with regard to the motion, that he had drawn it so as to give the widest latitude, and without prejudicing the manner in which the claims should be settled—whether they should be charged mainly or proportionately upon the province or the colony. <box>324 130 474 190</box>
column-6 <box>793 50 950 1506</box>
article-paragraph: There was a provision in the Act which required that land orders should be issued. Those land orders were issued by the Governor after the Commissioner had made his awards, which awards were made known to the Government, and were communicated by them officially to the Superintendent of the province. They interposed no objection to giving effect to the Act, but they proceeded to do so. <box>167 1055 316 1133</box>
advertisement <box>482 361 630 418</box>
advertisement <box>482 66 630 166</box>
ad-heading: KAIWARRA LOCAL BOARD DISTRICT. <box>485 634 628 657</box>
article-paragraph: Therefore he was free to admit that it would not be absolutely correct to ask the province, either out of its funds or its provincial revenue, to defray the whole of the cost of these claims as they are approved of; but he thought the question, although one that must be dealt with between the colony and the province, was only of secondary importance to the question as between the claimants and the colony of New Zealand. <box>167 441 316 519</box>
ad-signature: THOS. TURNBULL, Architect. Temple Chambers, Wellington, October 17. <box>643 808 789 826</box>
article-paragraph: have a difficult task. He should not be weak-minded or sensitive to the scorn of the gentler sex. The trains will run to the Upper Hutt frequently during the day, and for the convenience of pleasure parties will stop at the different stations along the route. The employees of Mills' foundry will make a picnic excursion to the Hutt, and as they intend to have a little festivity in the evening at Fahmstown the cricket club there will play a match with a team from Thorndon, and it is expected that many friends of the cricketers will go out to witness the match, and enjoy the country air. <box>10 50 159 153</box>
ad-signature: W. JAMES, Furniture Warehouse. <box>848 122 946 131</box>
article-paragraph: He was not aware whether the Government had yet come to any decision—at all events they had not yet made it known. He had been informed that they had been in communication with a representative of the claimants, and that no settlement had been come to. He knew this question was, to a certain extent, embarrassed by the fact of the relative liability of the colony and the province in the matter; but he held that to be, as regarded the motion, merely a question of secondary importance. <box>167 255 316 349</box>
ad-text: THE ANNUAL SHOW of the Wairarapa and East Coast Agricultural Association will be held at the Wairarapa Racecourse, Taratahi, on THURSDAY, NOVEMBER 30, 1876. Entries for the above show of horses, cattle, sheep, pigs, poultry, rabbit-dogs, agricultural implements, &c., will be received by the Secretary until November 21st. <box>482 742 631 803</box>
ad-signature: W. J. WYATT, Chairman. Kaiwarra, November 8, 1876. <box>489 719 631 737</box>
ad-text: TENDERS are invited until Noon of SATURDAY, the 11th day of NOVEMBER inst., for the erection of a Shop and Dwelling-house on Cuba-street. Plans and specifications at my office. <box>639 931 789 966</box>
ad-signature: THOS. TURNBULL, Architect. Temple Chambers, October 31, 1876. <box>643 968 789 986</box>
ad-text: 410 acres rich land, highly improved, 8 miles from Napier. 418 acres rich land, richly grassed, 8 miles from Napier. 618 acres rich land, highly grassed, 6 miles from Napier. 196 acres rich land, highly grassed, 6 miles from Napier. 10,000 acres do. 11,000 acres freehold, Crown grant, with 2,000 acres leasehold, excellent pastoral lands, 40 miles from Napier, well bounded, over 80 miles fencing, 25 paddocks, good houses, woolshed, and all necessary improvements. 3920 acres freehold, rich pastoral land, Waipu, with 800 sheep and 100 head cattle. 900 acres freehold agricultural and pastoral land, Wairoa. 5376 acres freehold agricultural and pastoral land, Wairoa, with 550 acres leasehold agricultural and pastoral land, Wairoa, and 4000 sheep, exclusive of lambs, a few cattle, &c. 627 acres freehold agricultural and pastoral land, Wairoa, with 3000 sheep and all necessary working improvements. 3000 acres freehold, Southern seaboard, improved. 1250 acres freehold, Southern seaboard, improved. 4600 acres freehold, Southern seaboard, improved. 2500 acres freehold, Southern seaboard, improved, with 3000 sheep and 250 head cattle. 4350 acres freehold agricultural and pastoral land, Poverty Bay. 220 acres freehold agricultural and pastoral land, Poverty Bay. 30,000 acres leasehold pastoral land, Poverty Bay, with 800 sheep and 500 head cattle. 11,000 acres leasehold, pastoral, Poverty Bay, with 3000 sheep and few cattle. 1000 acres leasehold, half interest, Poverty Bay. And several other station properties for sale, open to particulars arrangements, particulars of which may be had at the office of <box>797 1046 946 1330</box>
ad-text: TENDERS for Upholstery for s.s. Taranaki will be received until noon of the 11th INST. Specifications can be seen at the office of the undersigned. The lowest or any tender not necessarily accepted. <box>639 992 789 1035</box>
advertisement <box>482 184 630 318</box>
advertisement <box>955 1226 1104 1261</box>
ad-heading: TOWN OF HALCOMBE, MANCHESTER BLOCK, MANAWATU. <box>968 917 1090 951</box>
section-header: Meetings, &c. <box>482 168 630 181</box>
ad-text: Until further notice, Water from the street mains must be used for DOMESTIC PURPOSES ONLY. To prevent inconvenience, consumers are requested to store at least Twenty-four Hours' Supply. No notice other than this advertisement will be given. <box>324 1091 474 1135</box>
ad-signature: LEVIN & CO., Agents. <box>722 1038 789 1047</box>
ad-signature: GEO. GARRARD, Hon. Sec. November 8, 1876. <box>492 405 631 414</box>
royal-arms-icon: ♛ <box>542 972 570 992</box>
ad-text: FOR SALE.—A first-class Plumber's Business, established over eleven years, centrally situated in the city of Wellington, and everything in thorough working order. Terms easy, the present proprietor being compelled to leave for England. Apply to <box>954 188 1104 231</box>
ad-heading: AUCTIONEER'S NOTICE. <box>648 67 780 79</box>
ad-heading: ESTATE OF CUTLER AND MOORE. <box>490 862 623 885</box>
ad-acreage-figure: 1028 <box>797 928 838 951</box>
ad-heading: FOR SALE.—A 12-HORSE-POWER ENGINE. <box>332 780 466 803</box>
ad-signature: ED. BAKER, Clerk of the above Licensing Courts. Wellington, 2nd November, 1876. <box>485 611 631 628</box>
ad-signature: C. TRINGHAM, Architect. Molesworth-street, November 1. <box>656 648 789 665</box>
article-paragraph: The following gentlemen were appointed commissioners to attend the session of the Assembly to be held in Auckland next month: Rev. Mr. Paterson, Rev. Mr. McKee, Rev. Mr. Moir, and Rev. Mr. Ross. <box>10 1323 159 1366</box>
ad-heading: NOTICE OF REMOVAL. <box>653 314 775 326</box>
section-header: Legal Notices <box>482 822 630 835</box>
ad-heading: IN THE MATTER OF THE ESTATES OF JOHN ALFRED EDMONDSON AND GEORGE SMITH SELLAR <box>483 996 630 1041</box>
ad-signature: W. R. HASTWELL, Proprietor. <box>700 213 789 222</box>
ad-text: REMOVAL.—The office of the Wellington Equitable Building Society, 1875, are in Panama-street, next Mr. Dransfield's. <box>639 227 789 254</box>
ad-text: TENDERS will be received by the undersigned up to noon 21st NOVEMBER for the Purchase, as they now lie in Westport, of the boiler, engines, steam winch, donkey engine, anchors, chain, cables, sails, blocks, tackle, deck fittings, and other gear, saved from wreck of s.s. Mataura. The engines are compound surface condensers. The property is stored, and may be inspected on application. <box>639 1063 789 1141</box>
ad-text: WANTED, a Partner, either sleeping or active, but latter preferred, with a view to increasing business operations, with a capital of from £500 to £1000, in the ironmongery and manufacturing line, and doing a fair business in an excellent retail stand. Person must be of steady habits. Address, Z., office of this paper. <box>954 1262 1104 1323</box>
advertisement <box>640 269 788 312</box>
masthead <box>6 4 1108 46</box>
ad-signature: FRANCIS SIDEY, Auctioneer. N.B.—The book debts will not be sold with the business. <box>971 234 1104 251</box>
advertisement <box>640 830 788 919</box>
ad-signature: JOSEPH MAYHEW. MOORHOUSE & STAFFORD, Solicitors, Wellington. <box>518 1327 631 1344</box>
ad-heading: TO CONTRACTORS. <box>346 1427 452 1439</box>
section-header: WELLINGTON PRESBYTERY. <box>10 228 158 241</box>
ad-signature: NICHOLAS MARCHANT, City Surveyor. Lambton-quay, November 1, 1876. <box>325 1137 474 1155</box>
ad-signature: W. H. HARGREAVES, Cathedral-square, Christchurch, 26th October, 1876. <box>827 580 946 598</box>
section-header: Properties for Sale <box>955 50 1104 63</box>
ad-text: TENDERS for erecting Extensive Additions to a gentleman's residence, Hawkestone-street, will be received at my office, where plans and specifications can be seen, until noon of FRIDAY, November 17th. The lowest or any tender not necessarily accepted. <box>639 682 789 734</box>
article-paragraph: Some routine business having been transacted, the meeting adjourned. <box>10 1389 159 1407</box>
advertisement <box>955 1157 1104 1226</box>
article-paragraph: Mr. PATERSON quite agreed with what Mr. Ogg had said. He thought that at the very least an equal sum to that guaranteed by the Church of Scotland should be contributed by the people. He was under the impression that there was an organisation in the Lower Valley to perform the task of collection, and that it was composed of some of the most active members of the church there. <box>10 863 159 941</box>
section-header: Properties for Sale <box>797 605 945 618</box>
ad-signature: C. E. CAPPER, J. S. M. THOMPSON, Trustees. Wellington, 11th October, 1876. <box>492 1112 631 1129</box>
article-paragraph: colony that these claims had not been settled, because the critical disturbances in the colony interfered with the settlement of the claims by the Government. But ever since the year 1872 nothing had stood in the way of these claims being settled by the Government. He recognised that the proper position for the Government to take up in regard to these claims was to settle them, because the credit and honour of the colony were at stake. <box>324 50 474 127</box>
ad-signature: BEAUCHAMP, CAMPBELL, & CO., Auctioneers. <box>328 948 474 957</box>
ad-heading: FOR SALE BY TENDER. TOWN ACRE, NO. 680. <box>968 257 1091 280</box>
ad-text: WANTED to Sell, a good second-hand Phaeton, by Wilson and Allison. Apply office of this paper. <box>954 1331 1104 1349</box>
advertisement <box>955 1261 1104 1330</box>
royal-arms-icon: ♛ <box>542 837 570 857</box>
article-paragraph: Mr. Lindsay in due course arrived here, and had already entered on his work in the Wairarapa, and he was glad to give him a cordial welcome to the Presbytery in this colony. The rev. gentleman then produced the call to Mr. Lindsay, and the credentials he brought with him from the Church of Scotland. <box>10 453 159 513</box>
ad-signature: NICHOLAS MARCHANT, City Surveyor. Lambton-quay, November 2, 1876. <box>325 1484 474 1501</box>
column-5 <box>636 50 793 1506</box>
ad-signature: W. MOWBRAY, Hon. Sec. <box>714 469 789 478</box>
article-paragraph: The MODERATOR then presented the call to Mr. Lindsay, who signified his acceptance of the same. <box>10 674 159 700</box>
section-header: Lost and Found <box>325 964 473 977</box>
subheading: CALL TO THE REV. MR. LINDSAY. <box>15 326 154 336</box>
column-7 <box>951 50 1108 1506</box>
advertisement <box>640 1157 788 1332</box>
advertisement <box>482 860 630 968</box>
ad-text: TO LET, on the Reclaimed Land, a section with stable and coachhouse thereon. Apply to <box>797 102 946 119</box>
ad-signature: NICHOLAS MARCHANT, City Surveyor. Lambton-quay, 7th Nov., 1876. <box>325 1324 474 1341</box>
advertisement <box>640 919 788 991</box>
royal-arms-icon: ♛ <box>542 1136 570 1156</box>
article-paragraph: Mr. LINDSAY did not anticipate any difficulty in regard to the stipend. <box>10 944 159 961</box>
advertisement <box>482 741 630 819</box>
subheading: TO THE EDITOR OF THE NEW ZEALAND TIMES. <box>171 65 312 84</box>
article-paragraph: Wellington, November 8. <box>332 499 406 508</box>
ad-text: WANTED, a billet as Barman; town or country. First-class references. Address C.K., office of this paper. <box>954 1227 1104 1254</box>
advertisement <box>325 844 473 961</box>
column-4 <box>478 50 635 1506</box>
ad-heading: WELLINGTON CHORAL SOCIETY. <box>493 363 620 386</box>
ad-signature: C. TRINGHAM, Architect. Molesworth-street, October 27. <box>656 737 789 754</box>
advertisement <box>640 313 788 359</box>
